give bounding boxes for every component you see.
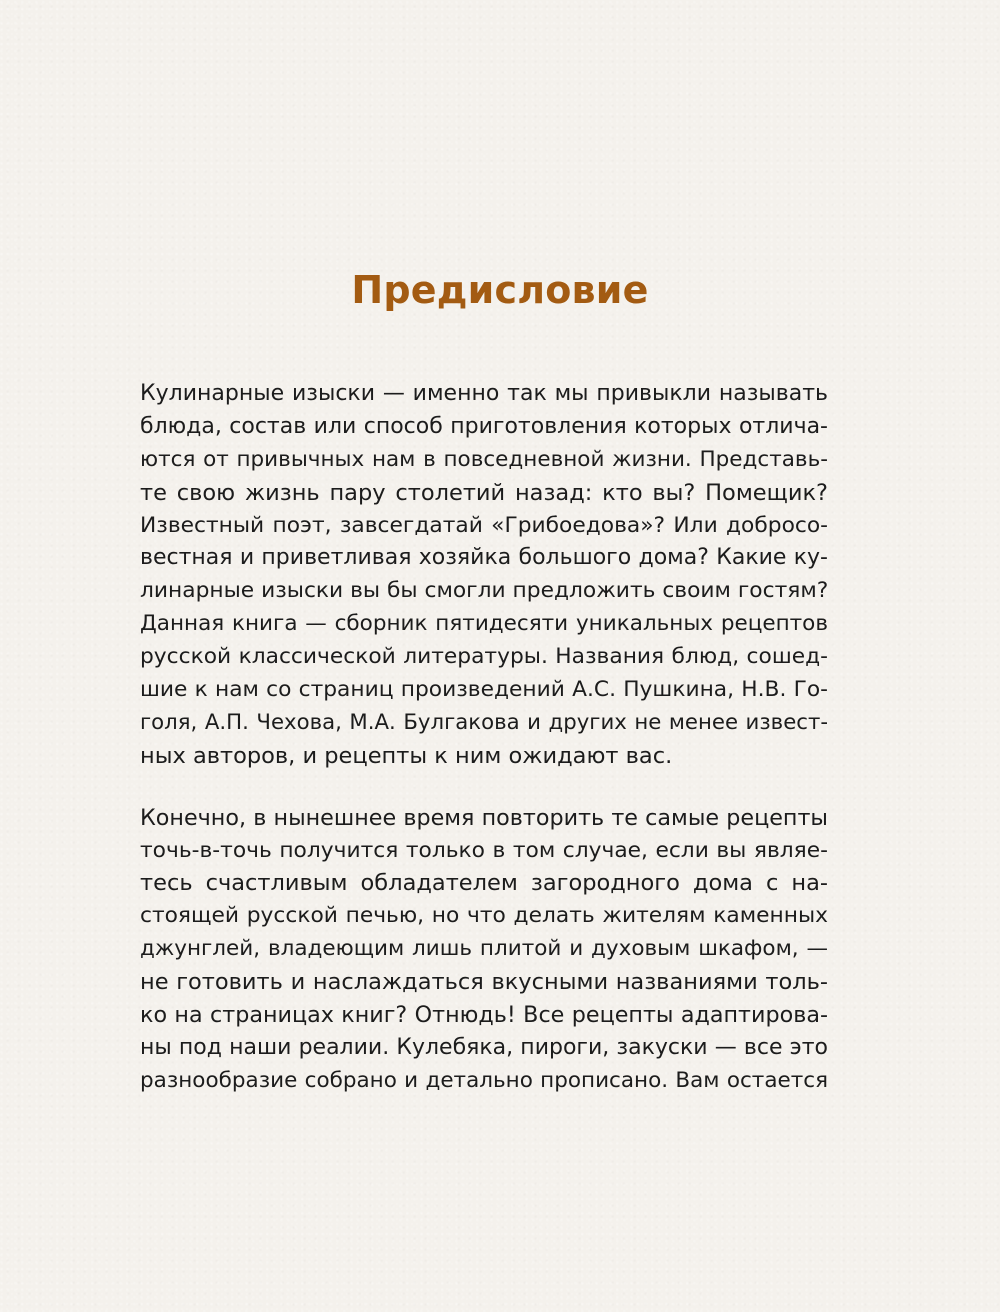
text-line: голя, А.П. Чехова, М.А. Булгакова и других не менее извест- xyxy=(140,709,828,735)
paragraph-2 xyxy=(140,802,828,1098)
text-line: тесь счастливым обладателем загородного дома с на- xyxy=(140,870,828,897)
text-line: Конечно, в нынешнее время повторить те самые рецепты xyxy=(140,804,828,831)
text-line: ных авторов, и рецепты к ним ожидают вас. xyxy=(140,742,673,769)
text-line: джунглей, владеющим лишь плитой и духовым шкафом, — xyxy=(140,936,828,962)
text-line: ко на страницах книг? Отнюдь! Все рецепты адаптирова- xyxy=(140,1002,828,1029)
text-line: Известный поэт, завсегдатай «Грибоедова»? Или добросо- xyxy=(140,512,828,538)
text-line: ны под наши реалии. Кулебяка, пироги, закуски — все это xyxy=(140,1034,828,1060)
body-text xyxy=(140,378,828,1127)
text-line: линарные изыски вы бы смогли предложить своим гостям? xyxy=(140,578,829,604)
text-line: не готовить и наслаждаться вкусными названиями толь- xyxy=(140,969,828,996)
text-line: разнообразие собрано и детально прописано. Вам остается xyxy=(140,1067,828,1093)
text-line: блюда, состав или способ приготовления которых отлича- xyxy=(140,413,828,439)
text-line: стоящей русской печью, но что делать жителям каменных xyxy=(140,903,828,929)
text-line: те свою жизнь пару столетий назад: кто вы? Помещик? xyxy=(140,479,828,506)
paragraph-1 xyxy=(140,378,828,773)
text-line: Данная книга — сборник пятидесяти уникальных рецептов xyxy=(140,611,828,637)
text-line: Кулинарные изыски — именно так мы привыкли называть xyxy=(140,381,828,406)
text-line: шие к нам со страниц произведений А.С. Пушкина, Н.В. Го- xyxy=(140,677,828,703)
text-line: вестная и приветливая хозяйка большого дома? Какие ку- xyxy=(140,545,828,571)
page-title: Предисловие xyxy=(351,268,649,312)
text-line: точь-в-точь получится только в том случае, если вы являе- xyxy=(140,837,828,863)
text-line: ются от привычных нам в повседневной жизни. Представь- xyxy=(140,446,828,472)
text-line: русской классической литературы. Названия блюд, сошед- xyxy=(140,644,828,670)
